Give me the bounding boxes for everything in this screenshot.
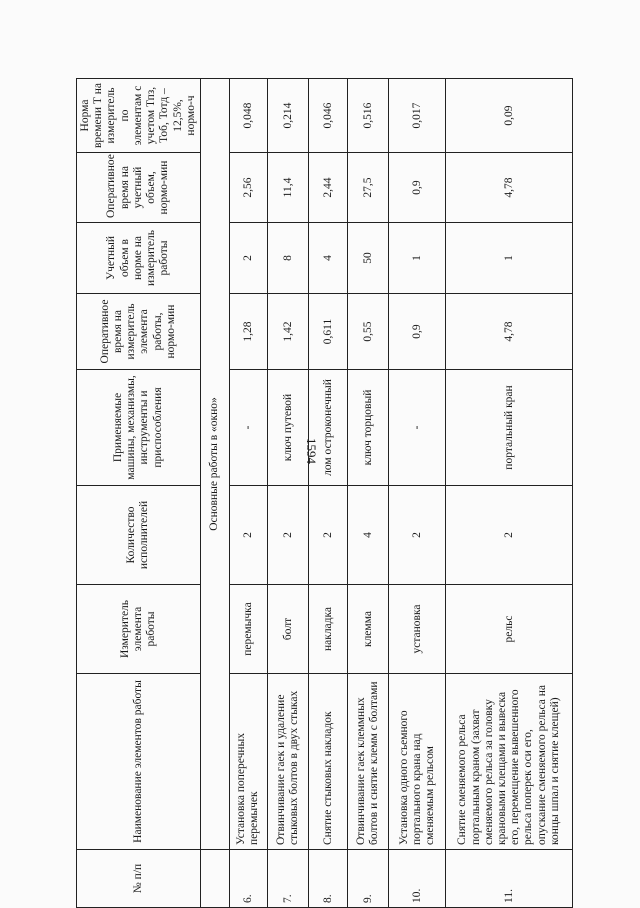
row-num: 7.: [268, 850, 309, 908]
row-op-time-total: 2,44: [309, 153, 348, 223]
row-norm: 0,214: [268, 79, 309, 153]
row-op-time: 4,78: [446, 294, 573, 370]
section-title: Основные работы в «окно»: [200, 79, 229, 850]
row-unit: накладка: [309, 585, 348, 674]
row-num: 8.: [309, 850, 348, 908]
row-tools: -: [389, 370, 446, 486]
row-unit: перемычка: [229, 585, 268, 674]
row-workers: 2: [268, 486, 309, 585]
table-row: [348, 79, 389, 908]
row-tools: ключ торцовый: [348, 370, 389, 486]
row-volume: 4: [309, 223, 348, 294]
row-num: 10.: [389, 850, 446, 908]
row-workers: 2: [389, 486, 446, 585]
header-tools: Применяемые машины, механизмы, инструменты и приспособления: [77, 370, 201, 486]
row-op-time-total: 4,78: [446, 153, 573, 223]
row-unit: клемма: [348, 585, 389, 674]
header-volume: Учетный объем в норме на измеритель работы: [77, 223, 201, 294]
row-volume: 50: [348, 223, 389, 294]
table-rotated-container: [76, 79, 573, 908]
row-tools: лом остроконечный: [309, 370, 348, 486]
header-name: Наименование элементов работы: [77, 674, 201, 850]
row-name: Снятие стыковых накладок: [309, 674, 348, 850]
row-norm: 0,048: [229, 79, 268, 153]
header-workers: Количество исполнителей: [77, 486, 201, 585]
row-name: Отвинчивание гаек и удаление стыковых болтов в двух стыках: [268, 674, 309, 850]
table-row: [229, 79, 268, 908]
row-op-time-total: 11,4: [268, 153, 309, 223]
row-tools: ключ путевой: [268, 370, 309, 486]
row-op-time-total: 0,9: [389, 153, 446, 223]
row-name: Снятие сменяемого рельса портальным краном (захват сменяемого рельса за головку крановыми клещами и вывеска его, перемещение вывешенного рельса поперек оси его, опускание сменяемого рельса на концы шпал и снятие клещей): [446, 674, 573, 850]
header-norm: Норма времени Т на измеритель по элементам с учетом Тпз, Тоб, Тотд – 12,5%, нормо-ч: [77, 79, 201, 153]
row-workers: 4: [348, 486, 389, 585]
row-volume: 1: [446, 223, 573, 294]
row-op-time: 1,28: [229, 294, 268, 370]
table-row: [389, 79, 446, 908]
page-number: 1594: [304, 438, 319, 464]
row-op-time: 0,9: [389, 294, 446, 370]
row-num: 11.: [446, 850, 573, 908]
row-volume: 8: [268, 223, 309, 294]
row-op-time-total: 27,5: [348, 153, 389, 223]
row-norm: 0,046: [309, 79, 348, 153]
row-op-time: 0,55: [348, 294, 389, 370]
header-row: [77, 79, 201, 908]
row-norm: 0,017: [389, 79, 446, 153]
header-num: № п/п: [77, 850, 201, 908]
row-tools: -: [229, 370, 268, 486]
row-name: Отвинчивание гаек клеммных болтов и снятие клемм с болтами: [348, 674, 389, 850]
row-op-time: 1,42: [268, 294, 309, 370]
row-workers: 2: [229, 486, 268, 585]
row-name: Установка поперечных перемычек: [229, 674, 268, 850]
row-name: Установка одного съемного портального крана над сменяемым рельсом: [389, 674, 446, 850]
row-unit: болт: [268, 585, 309, 674]
table-row: [309, 79, 348, 908]
row-workers: 2: [309, 486, 348, 585]
row-unit: рельс: [446, 585, 573, 674]
row-workers: 2: [446, 486, 573, 585]
row-norm: 0,09: [446, 79, 573, 153]
row-op-time: 0,611: [309, 294, 348, 370]
row-volume: 2: [229, 223, 268, 294]
row-num: 9.: [348, 850, 389, 908]
section-row: [200, 79, 229, 908]
row-num: 6.: [229, 850, 268, 908]
header-op-time: Оперативное время на измеритель элемента работы, нормо-мин: [77, 294, 201, 370]
row-unit: установка: [389, 585, 446, 674]
header-op-time-total: Оперативное время на учетный объем, нормо-мин: [77, 153, 201, 223]
row-op-time-total: 2,56: [229, 153, 268, 223]
norms-table: [76, 78, 573, 908]
row-volume: 1: [389, 223, 446, 294]
row-tools: портальный кран: [446, 370, 573, 486]
table-row: [446, 79, 573, 908]
row-norm: 0,516: [348, 79, 389, 153]
table-row: [268, 79, 309, 908]
header-unit: Измеритель элемента работы: [77, 585, 201, 674]
